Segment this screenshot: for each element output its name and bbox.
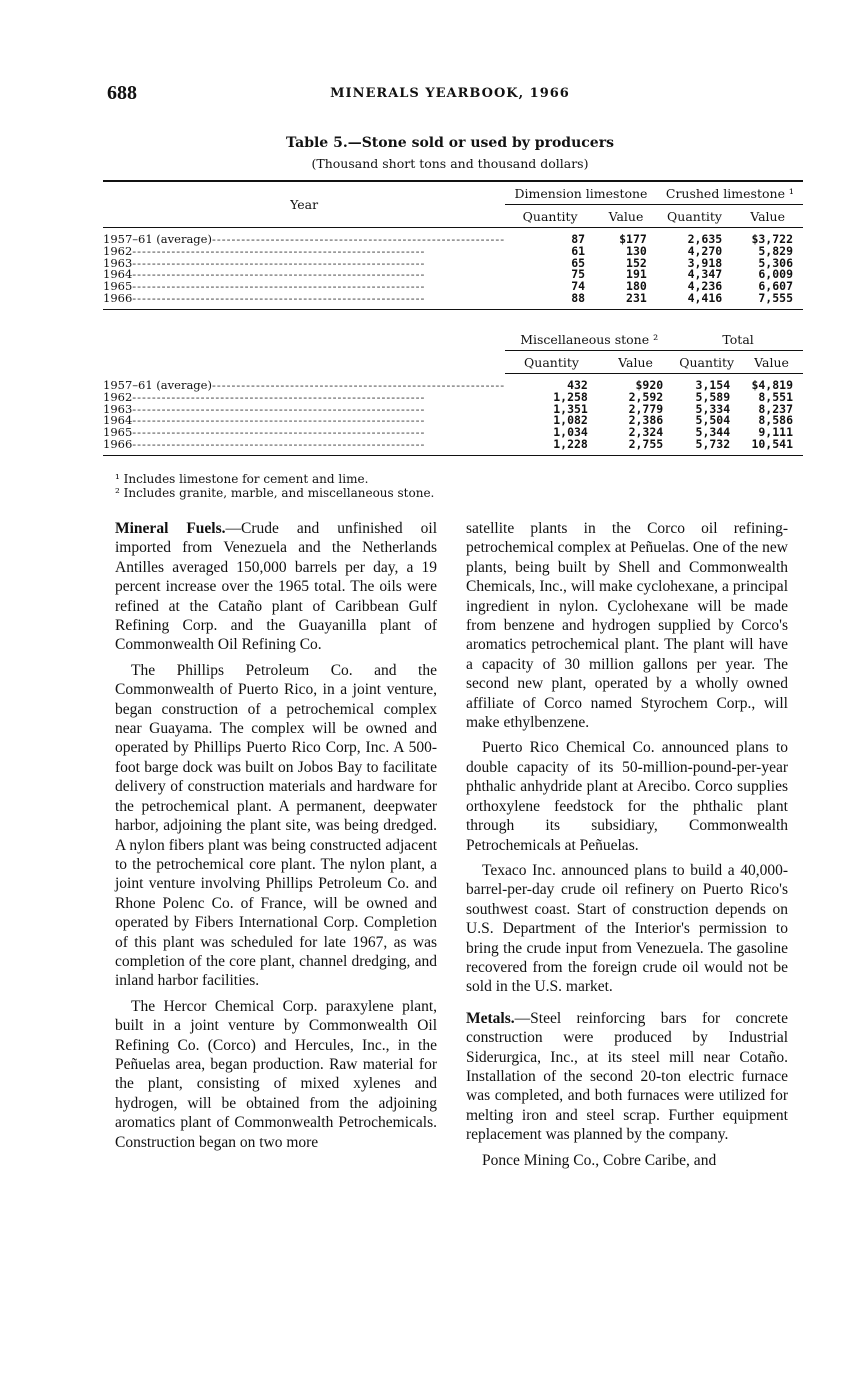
year-cell: [103, 293, 505, 309]
year-label: 1962: [103, 391, 133, 404]
value-cell: 7,555: [758, 290, 793, 305]
group-header: Miscellaneous stone ²: [505, 328, 673, 351]
year-cell: [103, 246, 505, 258]
paragraph-text: The Hercor Chemical Corp. paraxylene plant, built in a joint venture by Commonwealth Oil Refining Co. (Corco) and Hercules, Inc., in the Peñuelas area, began production. Raw material for the plant, consisting of mixed xylenes and hydrogen, will be obtained from the adjoining aromatics plant of Commonwealth Petrochemicals. Construction began on two more: [115, 997, 437, 1151]
paragraph-text: —Steel reinforcing bars for concrete construction were produced by Industrial Siderurgica, Inc., at its steel mill near Cotaño. Installation of the second 20-ton electric furnace was completed, and both furnaces were utilized for melting iron and steel scrap. Further equipment replacement was planned by the company.: [466, 1009, 788, 1144]
value-cell: 1,034: [553, 425, 588, 440]
leader-dots: ------------------------------------------------------------: [132, 269, 426, 282]
group-header: Dimension limestone: [505, 181, 657, 205]
group-header: Crushed limestone ¹: [657, 181, 803, 205]
running-head: MINERALS YEARBOOK, 1966: [330, 86, 570, 101]
paragraph: [466, 738, 788, 854]
year-cell: [103, 228, 505, 246]
table-title: Table 5.—Stone sold or used by producers: [286, 135, 614, 151]
value-cell: 5,829: [758, 243, 793, 258]
leader-dots: ------------------------------------------------------------: [132, 427, 426, 439]
stone-table-part2: [103, 328, 803, 456]
left-text-column: [115, 519, 437, 1158]
year-cell: [103, 415, 505, 427]
col-header: Value: [732, 205, 803, 228]
paragraph: [115, 661, 437, 991]
year-cell: [103, 427, 505, 439]
group-header: Total: [673, 328, 803, 351]
paragraph-text: The Phillips Petroleum Co. and the Commonwealth of Puerto Rico, in a joint venture, began construction of a petrochemical complex near Guayama. The complex will be owned and operated by Phillips Puerto Rico Corp, Inc. A 500-foot barge dock was built on Jobos Bay to facilitate delivery of construction materials and hardware for the petrochemical plant. A permanent, deepwater harbor, adjoining the plant site, was being dredged. A nylon fibers plant was being constructed adjacent to the petrochemical core plant. The nylon plant, a joint venture involving Phillips Petroleum Co. and Rhone Polenc Co. of France, will be owned and operated by Fibers International Corp. Completion of this plant was scheduled for late 1967, as was completion of the core plant, channel dredging, and inland harbor facilities.: [115, 661, 437, 990]
year-cell: [103, 374, 505, 392]
col-header: Quantity: [505, 351, 598, 374]
value-cell: 2,635: [687, 232, 723, 246]
value-cell: 8,551: [758, 389, 793, 404]
col-header: Value: [595, 205, 657, 228]
value-cell: 5,732: [695, 436, 731, 451]
year-label: 1957–61 (average): [103, 377, 212, 392]
value-cell: 88: [571, 290, 586, 305]
value-cell: 5,344: [695, 425, 731, 440]
leader-dots: ------------------------------------------------------------: [132, 403, 426, 416]
year-label: 1963: [103, 403, 133, 416]
value-cell: 8,586: [758, 413, 793, 428]
year-label: 1965: [103, 427, 133, 439]
year-cell: [103, 281, 505, 293]
paragraph-text: Ponce Mining Co., Cobre Caribe, and: [482, 1151, 717, 1169]
footnote: ² Includes granite, marble, and miscellaneous stone.: [115, 486, 435, 500]
value-cell: 5,306: [758, 255, 793, 270]
year-cell: [103, 258, 505, 270]
leader-dots: ------------------------------------------------------------: [132, 281, 426, 293]
paragraph: [466, 1009, 788, 1145]
value-cell: 61: [571, 243, 586, 258]
col-header: Quantity: [505, 205, 595, 228]
value-cell: 5,504: [695, 413, 731, 428]
leader-dots: ------------------------------------------------------------: [132, 292, 426, 305]
leader-dots: ------------------------------------------------------------: [211, 232, 506, 246]
col-header: Quantity: [673, 351, 740, 374]
leader-dots: ------------------------------------------------------------: [211, 377, 506, 392]
value-cell: 4,416: [687, 290, 723, 305]
year-label: 1962: [103, 245, 133, 258]
section-heading: Metals.: [466, 1009, 515, 1027]
year-label: 1963: [103, 257, 133, 270]
value-cell: 4,347: [687, 267, 723, 282]
value-cell: 9,111: [758, 425, 793, 440]
value-cell: 2,324: [628, 425, 664, 440]
value-cell: 2,592: [628, 389, 664, 404]
paragraph: [466, 519, 788, 732]
value-cell: 74: [571, 279, 586, 294]
paragraph-text: Puerto Rico Chemical Co. announced plans to double capacity of its 50-million-pound-per-year phthalic anhydride plant at Arecibo. Corco supplies orthoxylene feedstock for the phthalic plant through its subsidiary, Commonwealth Petrochemicals at Peñuelas.: [466, 739, 788, 854]
year-cell: [103, 269, 505, 281]
value-cell: 5,334: [695, 401, 731, 416]
value-cell: 1,351: [553, 401, 588, 416]
value-cell: 6,009: [758, 267, 793, 282]
leader-dots: ------------------------------------------------------------: [132, 245, 426, 258]
paragraph: [466, 861, 788, 997]
value-cell: $4,819: [751, 378, 793, 392]
year-label: 1966: [103, 292, 133, 305]
year-cell: [103, 404, 505, 416]
section-heading: Mineral Fuels.: [115, 520, 226, 537]
table-row: [103, 293, 803, 309]
leader-dots: ------------------------------------------------------------: [132, 391, 426, 404]
col-header: Quantity: [657, 205, 732, 228]
value-cell: 87: [571, 232, 586, 246]
value-cell: 2,779: [628, 401, 664, 416]
paragraph-text: satellite plants in the Corco oil refining-petrochemical complex at Peñuelas. One of the new plants, being built by Shell and Commonwealth Chemicals, Inc., will make cyclohexane, a principal ingredient in nylon. Cyclohexane will be made from benzene and hydrogen supplied by Corco's aromatics petrochemical plant. The plant will have a capacity of 30 million gallons per year. The second new plant, operated by a wholly owned affiliate of Corco named Styrochem Corp., will make ethylbenzene.: [466, 520, 788, 732]
value-cell: 75: [571, 267, 586, 282]
leader-dots: ------------------------------------------------------------: [132, 438, 426, 451]
value-cell: 2,386: [628, 413, 664, 428]
value-cell: 4,270: [687, 243, 723, 258]
year-label: 1965: [103, 281, 133, 293]
value-cell: $920: [635, 378, 664, 392]
paragraph: [115, 519, 437, 655]
year-label: 1966: [103, 438, 133, 451]
value-cell: 231: [626, 290, 647, 305]
year-header-blank: [103, 328, 505, 374]
year-cell: [103, 439, 505, 455]
footnote: ¹ Includes limestone for cement and lime.: [115, 472, 369, 486]
leader-dots: ------------------------------------------------------------: [132, 257, 426, 270]
paragraph-text: Texaco Inc. announced plans to build a 40,000-barrel-per-day crude oil refinery on Puerto Rico's southwest coast. Start of construction depends on U.S. Department of the Interior's permission to bring the crude input from Venezuela. The gasoline recovered from the foreign crude oil would not be sold in the U.S. market.: [466, 861, 788, 996]
value-cell: 152: [626, 255, 647, 270]
year-cell: [103, 392, 505, 404]
value-cell: 3,154: [695, 378, 731, 392]
year-header: Year: [103, 181, 505, 228]
value-cell: 1,258: [553, 389, 588, 404]
value-cell: 432: [567, 378, 588, 392]
value-cell: 5,589: [695, 389, 731, 404]
value-cell: 1,228: [553, 436, 588, 451]
value-cell: 65: [571, 255, 586, 270]
year-label: 1957–61 (average): [103, 232, 212, 246]
value-cell: 130: [626, 243, 647, 258]
table-row: [103, 439, 803, 455]
year-label: 1964: [103, 415, 133, 428]
value-cell: 2,755: [628, 436, 664, 451]
table-subtitle: (Thousand short tons and thousand dollars): [311, 156, 589, 171]
stone-table-part1: [103, 180, 803, 310]
right-text-column: [466, 519, 788, 1176]
value-cell: $3,722: [751, 232, 793, 246]
value-cell: 10,541: [751, 436, 793, 451]
value-cell: $177: [619, 232, 647, 246]
paragraph-text: —Crude and unfinished oil imported from Venezuela and the Netherlands Antilles averaged 150,000 barrels per day, a 19 percent increase over the 1965 total. The oils were refined at the Cataño plant of Caribbean Gulf Refining Corp. and the Guayanilla plant of Commonwealth Oil Refining Co.: [115, 520, 437, 654]
paragraph: [466, 1151, 788, 1170]
value-cell: 4,236: [687, 279, 723, 294]
col-header: Value: [598, 351, 673, 374]
col-header: Value: [740, 351, 803, 374]
page-number: 688: [107, 82, 137, 104]
value-cell: 8,237: [758, 401, 793, 416]
value-cell: 180: [626, 279, 647, 294]
value-cell: 6,607: [758, 279, 793, 294]
paragraph: [115, 997, 437, 1152]
year-label: 1964: [103, 269, 133, 282]
value-cell: 1,082: [553, 413, 588, 428]
value-cell: 3,918: [687, 255, 723, 270]
leader-dots: ------------------------------------------------------------: [132, 415, 426, 428]
value-cell: 191: [626, 267, 647, 282]
